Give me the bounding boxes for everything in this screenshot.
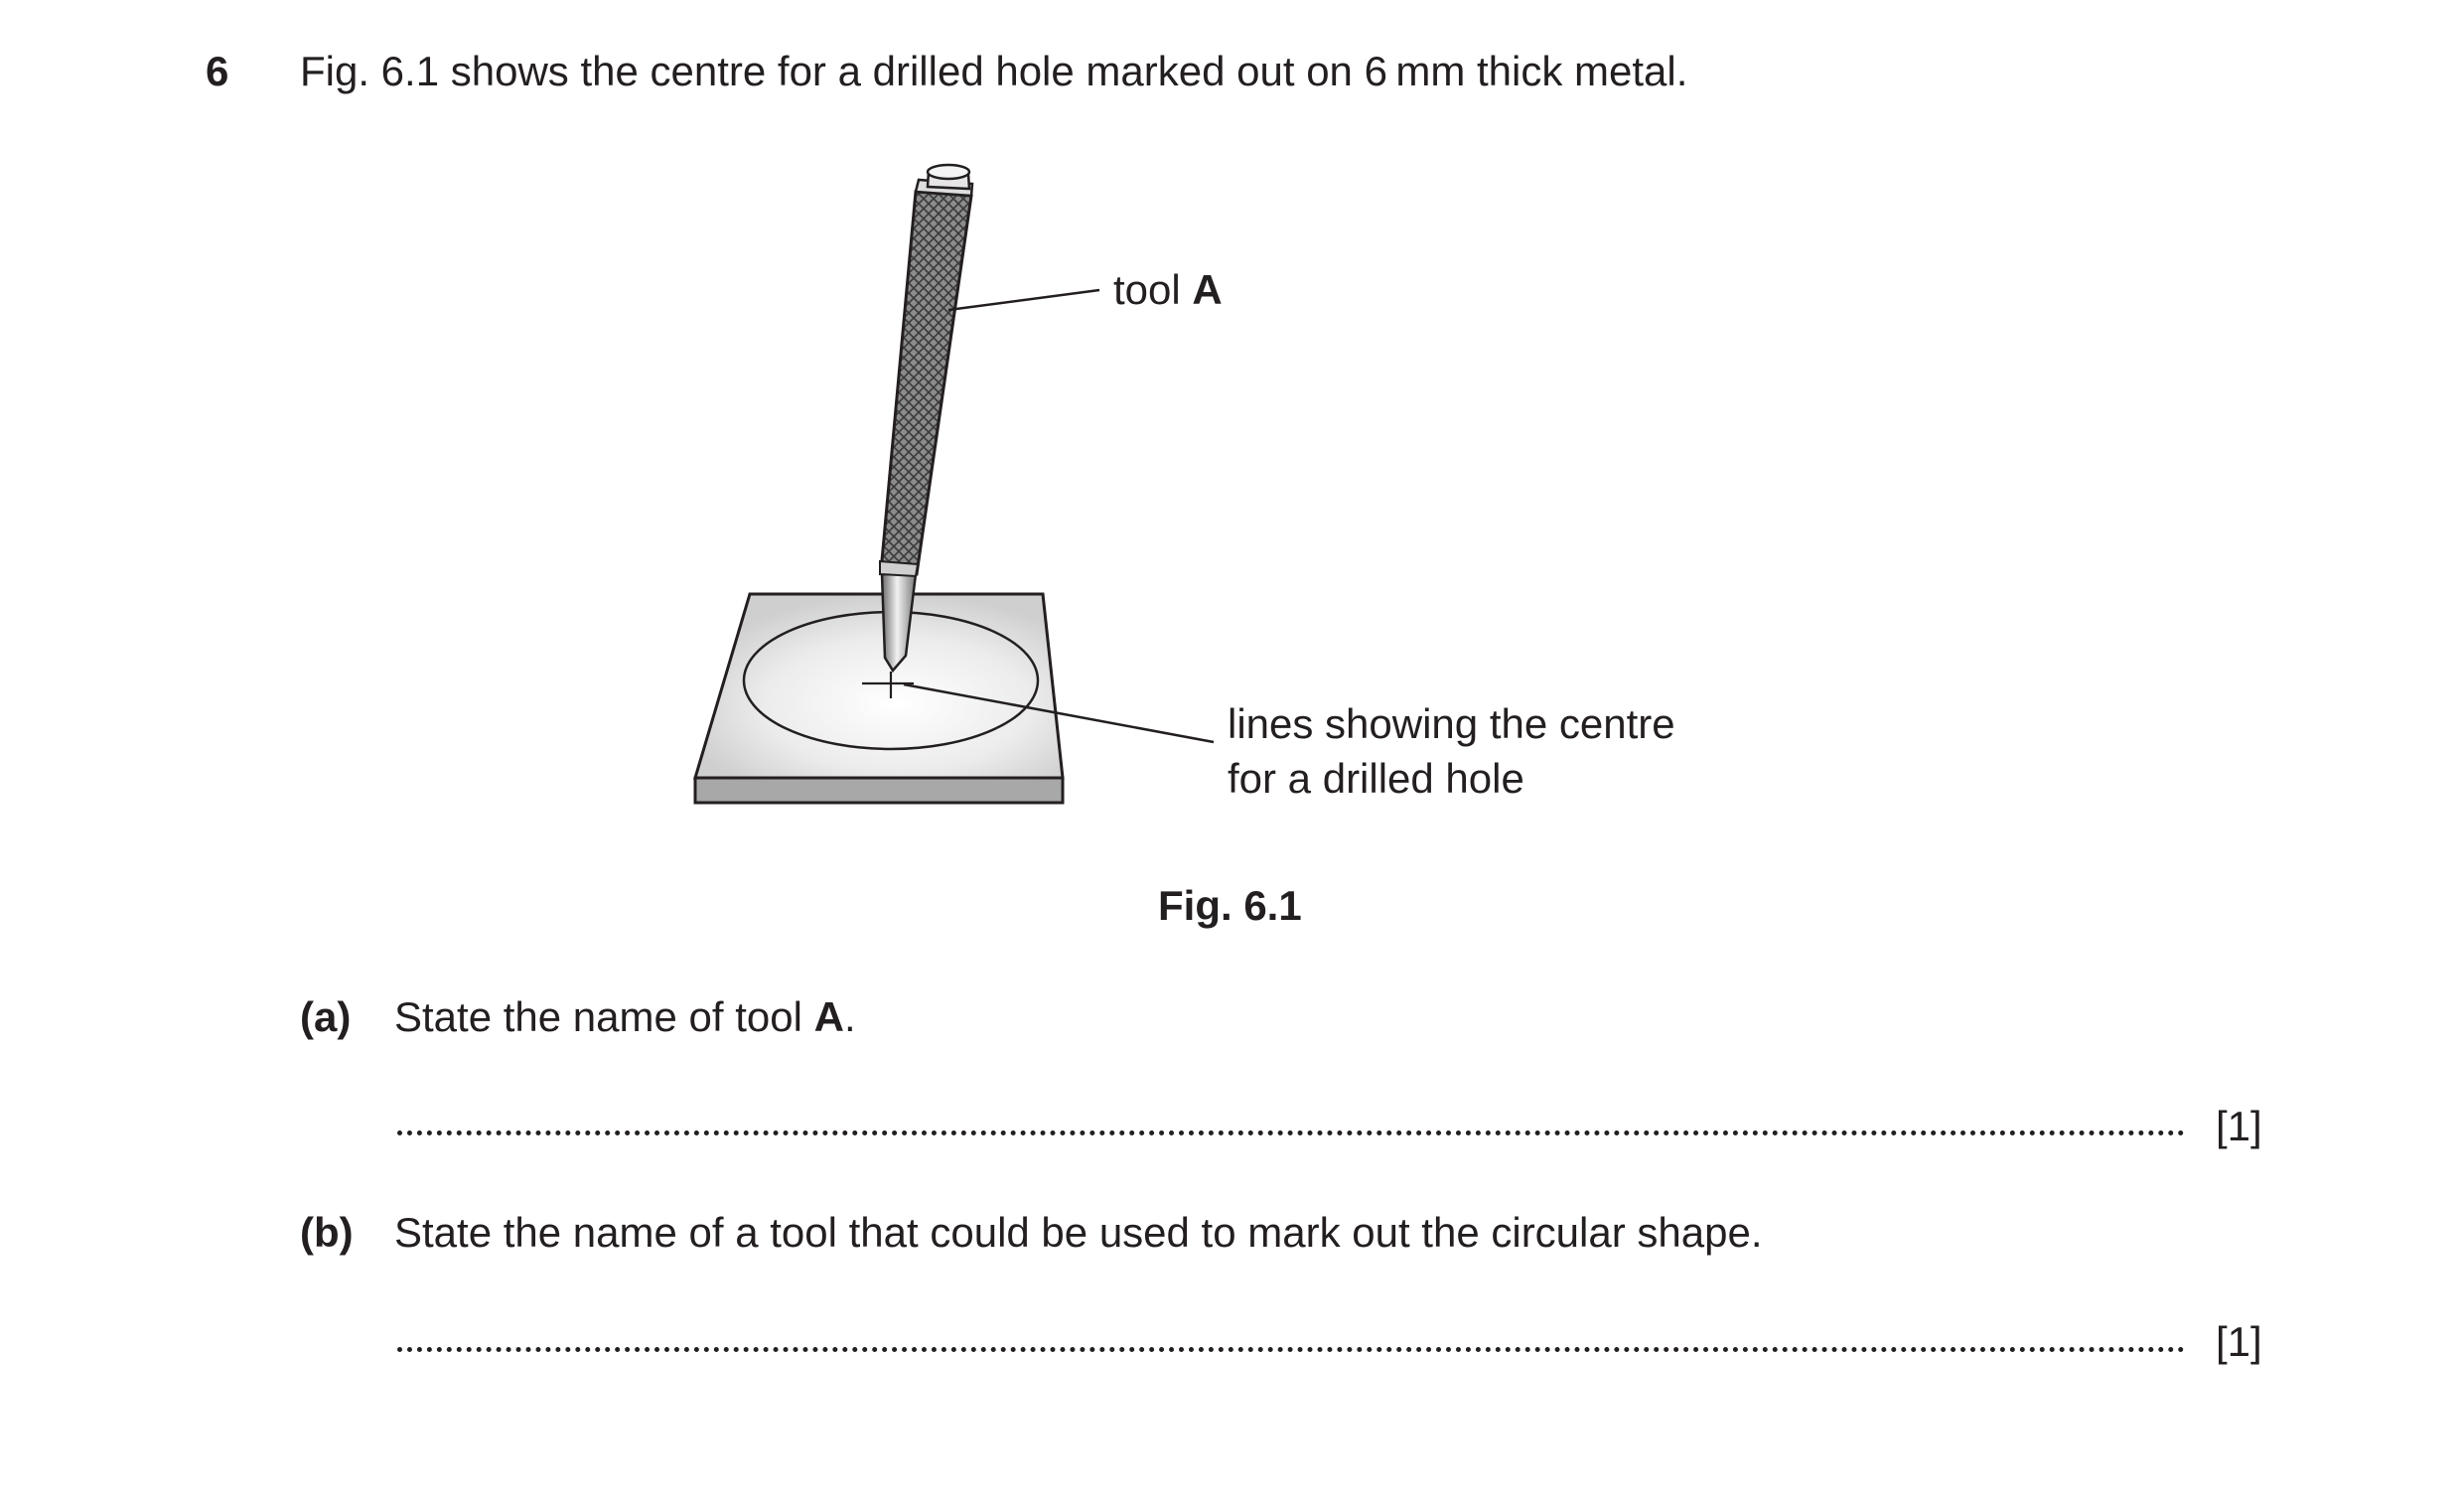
metal-plate <box>695 594 1063 803</box>
part-a-marks: [1] <box>2216 1103 2262 1149</box>
question-number: 6 <box>206 48 229 94</box>
part-b-marks: [1] <box>2216 1318 2262 1365</box>
part-a-question <box>394 993 856 1041</box>
part-b-question: State the name of a tool that could be used to mark out the circular shape. <box>394 1209 1763 1256</box>
part-b-answer-line[interactable] <box>397 1347 2185 1352</box>
tool-a-leader-line <box>948 290 1099 310</box>
tool-a-label <box>1113 262 1223 317</box>
tool-a-label-prefix: tool <box>1113 266 1193 313</box>
figure-caption: Fig. 6.1 <box>1158 882 1302 929</box>
part-a-text-bold: A <box>813 993 844 1040</box>
part-a-answer-line[interactable] <box>397 1130 2185 1135</box>
part-a-letter: (a) <box>300 993 352 1040</box>
part-b-letter: (b) <box>300 1209 354 1256</box>
question-stem: Fig. 6.1 shows the centre for a drilled hole marked out on 6 mm thick metal. <box>300 48 1688 94</box>
centre-label-line2: for a drilled hole <box>1228 755 1524 802</box>
centre-label-line1: lines showing the centre <box>1228 700 1675 747</box>
tool-a-label-letter: A <box>1192 266 1223 313</box>
part-a-text-suffix: . <box>843 993 856 1040</box>
part-a-text-prefix: State the name of tool <box>394 993 814 1040</box>
